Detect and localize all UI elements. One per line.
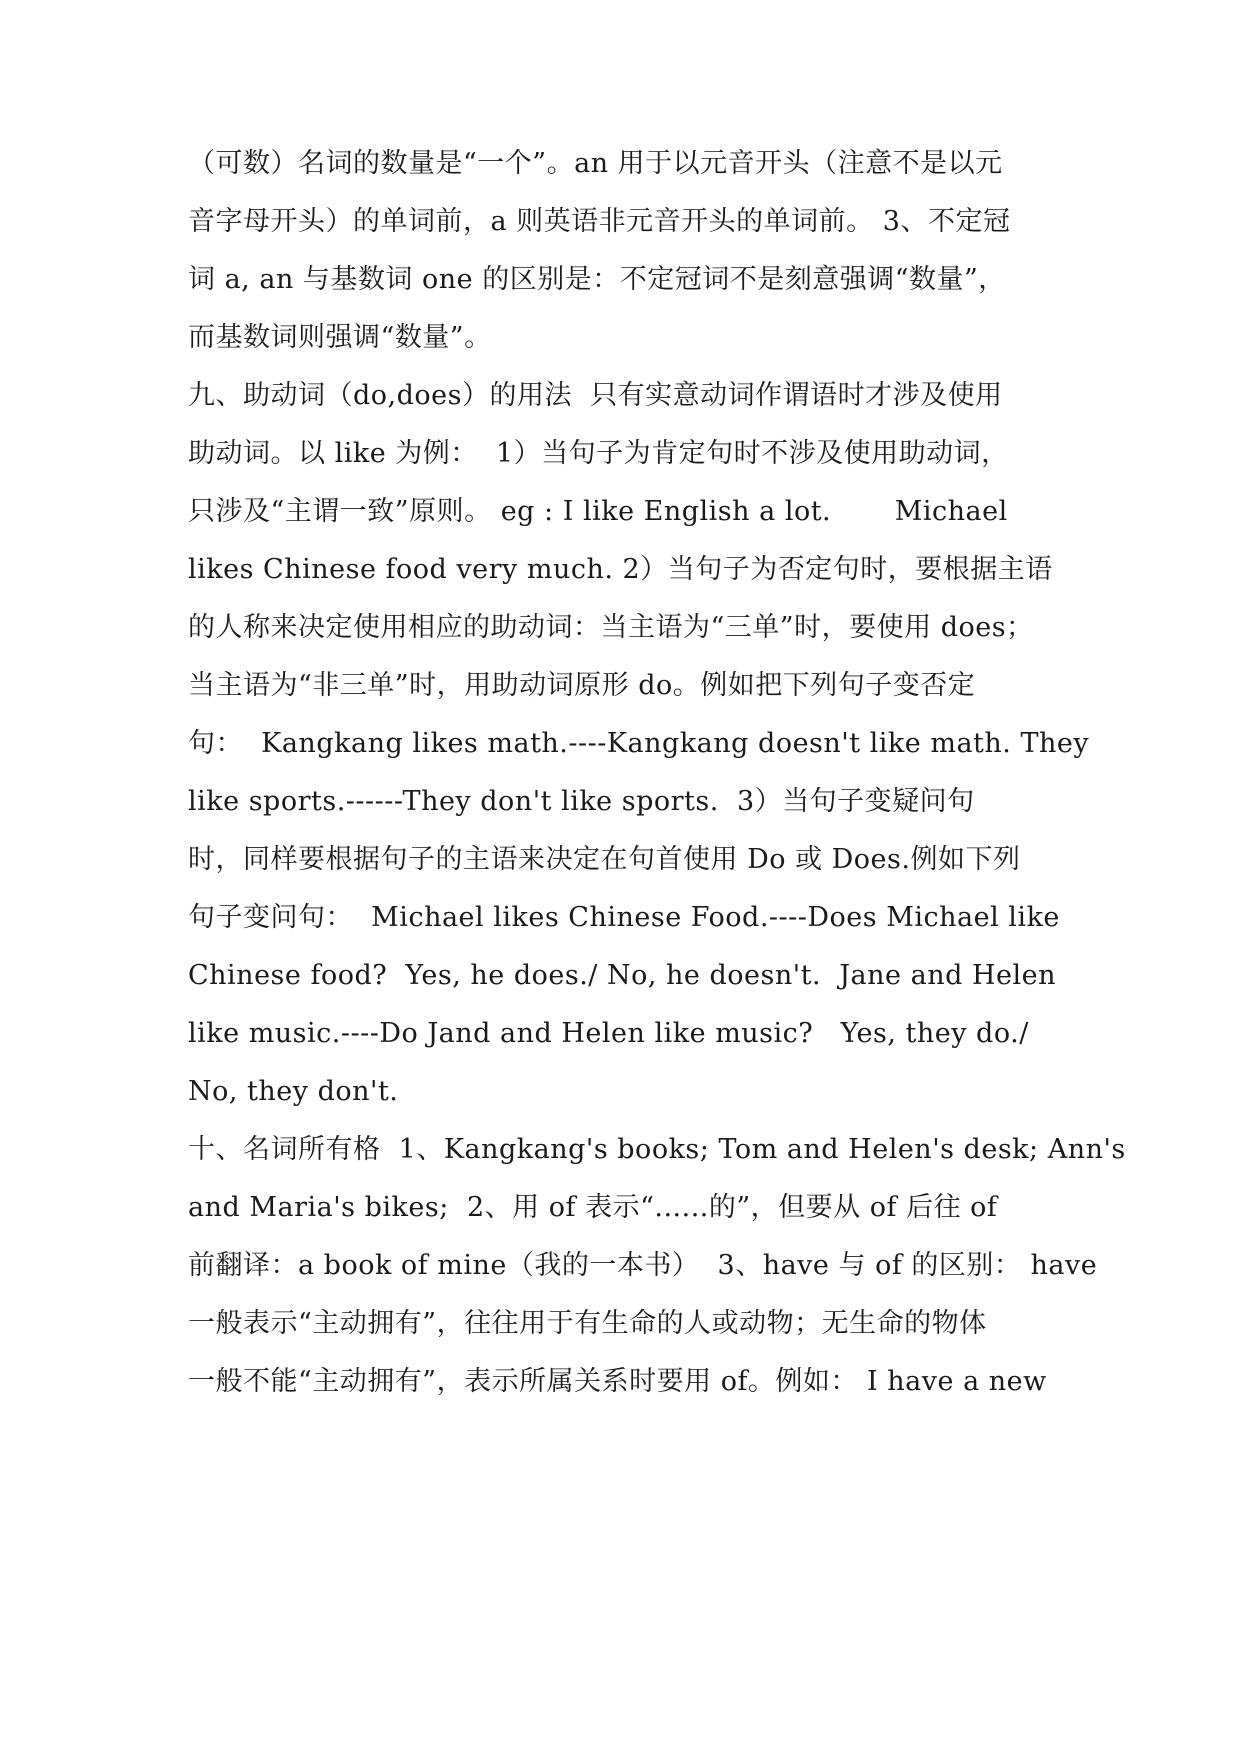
text-line: （可数）名词的数量是“一个”。an 用于以元音开头（注意不是以元 <box>188 148 1003 179</box>
text-line: 句： Kangkang likes math.----Kangkang doesn't like math. They <box>188 728 1090 759</box>
text-line: 一般表示“主动拥有”，往往用于有生命的人或动物；无生命的物体 <box>188 1308 987 1339</box>
section-heading-line: 九、助动词（do,does）的用法 只有实意动词作谓语时才涉及使用 <box>188 380 1003 411</box>
text-line: likes Chinese food very much. 2）当句子为否定句时，要根据主语 <box>188 554 1053 585</box>
text-line: 一般不能“主动拥有”，表示所属关系时要用 of。例如： I have a new <box>188 1366 1047 1397</box>
text-line: 当主语为“非三单”时，用助动词原形 do。例如把下列句子变否定 <box>188 670 976 701</box>
text-line: 只涉及“主谓一致”原则。 eg : I like English a lot. Michael <box>188 496 1008 527</box>
text-line: like sports.------They don't like sports. 3）当句子变疑问句 <box>188 786 975 817</box>
text-line: and Maria's bikes; 2、用 of 表示“......的”，但要从 of 后往 of <box>188 1192 998 1223</box>
text-line: 词 a, an 与基数词 one 的区别是：不定冠词不是刻意强调“数量”， <box>188 264 1006 295</box>
text-line: 音字母开头）的单词前，a 则英语非元音开头的单词前。 3、不定冠 <box>188 206 1011 237</box>
text-line: like music.----Do Jand and Helen like music? Yes, they do./ <box>188 1018 1029 1049</box>
text-line: 的人称来决定使用相应的助动词：当主语为“三单”时，要使用 does； <box>188 612 1034 643</box>
text-line: 前翻译：a book of mine（我的一本书） 3、have 与 of 的区别： have <box>188 1250 1098 1281</box>
text-line: 助动词。以 like 为例： 1）当句子为肯定句时不涉及使用助动词， <box>188 438 1009 469</box>
section-heading-line: 十、名词所有格 1、Kangkang's books; Tom and Helen's desk; Ann's <box>188 1134 1126 1165</box>
text-line: 而基数词则强调“数量”。 <box>188 322 492 353</box>
text-line: Chinese food? Yes, he does./ No, he doesn't. Jane and Helen <box>188 960 1056 991</box>
text-line: No, they don't. <box>188 1076 399 1107</box>
text-line: 时，同样要根据句子的主语来决定在句首使用 Do 或 Does.例如下列 <box>188 844 1021 875</box>
text-line: 句子变问句： Michael likes Chinese Food.----Does Michael like <box>188 902 1060 933</box>
